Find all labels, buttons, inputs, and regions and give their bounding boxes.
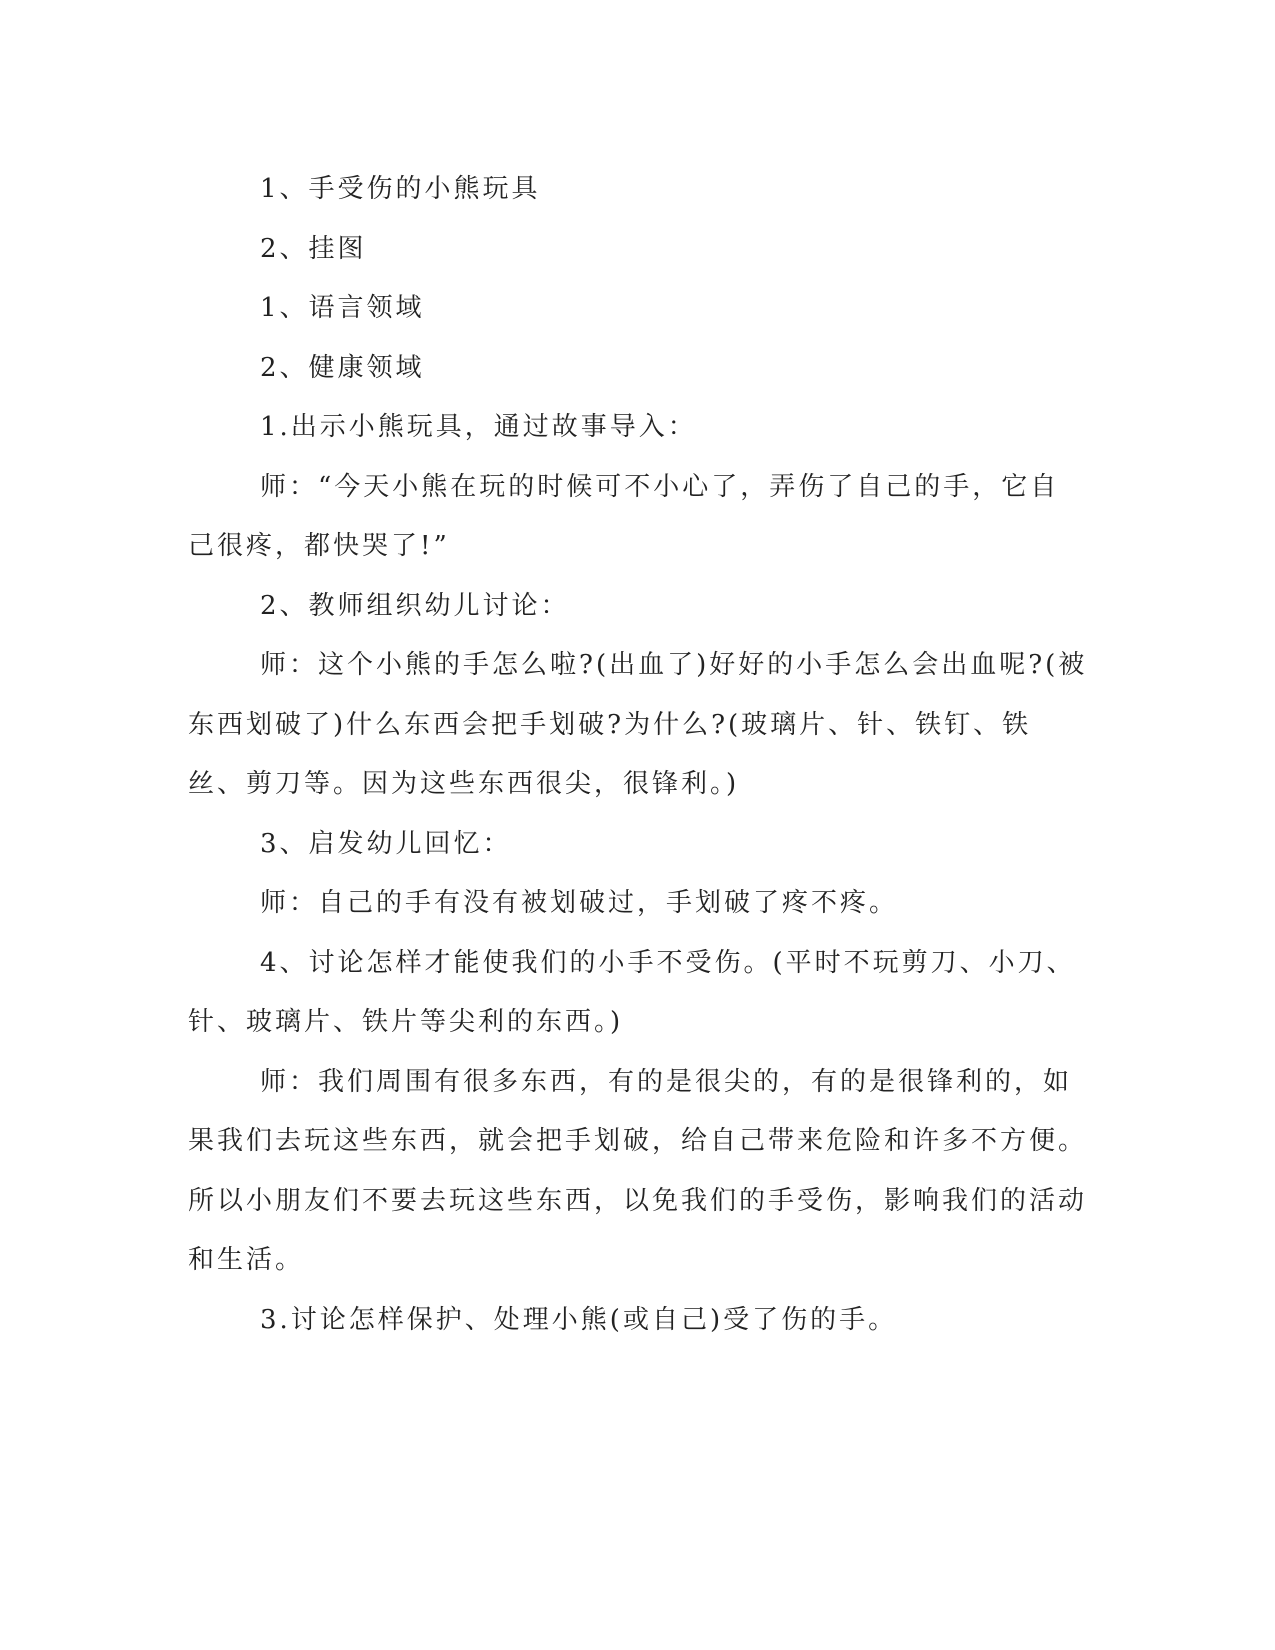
paragraph-step-1: 1.出示小熊玩具，通过故事导入： <box>260 412 697 442</box>
paragraph-teacher-summary: 师：我们周围有很多东西，有的是很尖的，有的是很锋利的，如果我们去玩这些东西，就会把手划破，给自己带来危险和许多不方便。所以小朋友们不要去玩这些东西，以免我们的手受伤，影响我们的活动和生活。 <box>188 1066 1088 1275</box>
paragraph-domain-2: 2、健康领域 <box>260 352 425 383</box>
paragraph-teacher-discussion: 师：这个小熊的手怎么啦?(出血了)好好的小手怎么会出血呢?(被东西划破了)什么东西会把手划破?为什么?(玻璃片、针、铁钉、铁丝、剪刀等。因为这些东西很尖，很锋利。) <box>188 650 1088 799</box>
paragraph-teacher-recall: 师：自己的手有没有被划破过，手划破了疼不疼。 <box>260 888 899 918</box>
document-body <box>188 160 1088 1350</box>
paragraph-teacher-story: 师：“今天小熊在玩的时候可不小心了，弄伤了自己的手，它自己很疼，都快哭了!” <box>188 471 1060 561</box>
paragraph-material-2: 2、挂图 <box>260 233 367 264</box>
paragraph-domain-1: 1、语言领域 <box>260 293 425 323</box>
paragraph-step-3-protect: 3.讨论怎样保护、处理小熊(或自己)受了伤的手。 <box>260 1304 898 1335</box>
paragraph-material-1: 1、手受伤的小熊玩具 <box>260 174 541 204</box>
paragraph-step-3: 3、启发幼儿回忆： <box>260 828 512 859</box>
paragraph-step-4: 4、讨论怎样才能使我们的小手不受伤。(平时不玩剪刀、小刀、针、玻璃片、铁片等尖利的东西。) <box>188 947 1076 1037</box>
paragraph-step-2: 2、教师组织幼儿讨论： <box>260 590 570 621</box>
